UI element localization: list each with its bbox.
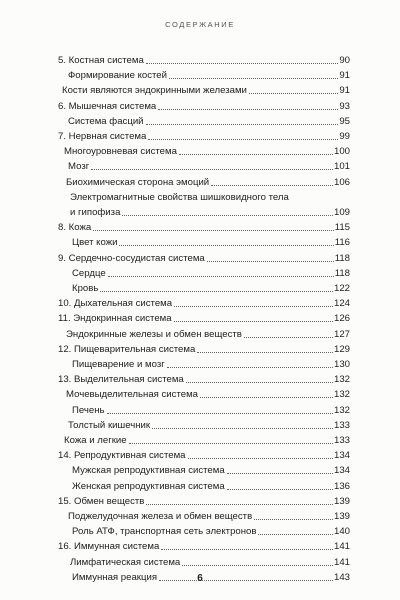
toc-section[interactable] [68,70,350,81]
toc-page-number: 139 [333,495,350,507]
toc-section[interactable] [72,526,350,537]
toc-page-number: 134 [333,450,350,462]
toc-entry-title: 13. Выделительная система [58,374,184,386]
toc-entry-title: Мочевыделительная система [66,389,199,401]
dot-leader [227,488,333,490]
dot-leader [254,518,333,520]
toc-page-number: 109 [333,207,350,218]
dot-leader [169,77,338,79]
dot-leader [182,564,333,566]
toc-page-number: 133 [333,435,350,446]
toc-section[interactable] [72,268,350,279]
toc-page-number: 127 [333,328,350,340]
toc-entry-title: Мозг [68,161,90,173]
dot-leader [174,320,333,322]
page-header: СОДЕРЖАНИЕ [165,20,235,29]
toc-section[interactable] [72,481,350,492]
toc-section[interactable] [70,557,350,568]
toc-chapter[interactable] [58,222,350,233]
toc-section[interactable] [72,283,350,294]
toc-section[interactable] [66,389,350,400]
toc-page-number: 95 [339,115,350,127]
dot-leader [146,503,333,505]
dot-leader [188,457,333,459]
toc-section[interactable] [66,177,350,188]
toc-chapter[interactable] [58,374,350,385]
toc-chapter[interactable] [58,541,350,552]
toc-entry-title: Роль АТФ, транспортная сеть электронов [72,526,257,538]
dot-leader [200,396,333,398]
dot-leader [122,214,333,216]
toc-entry-title: и гипофиза [70,207,121,218]
toc-entry-title: Толстый кишечник [68,419,151,431]
toc-entry-title: Кровь [72,283,99,294]
dot-leader [158,108,338,110]
toc-entry-title: Иммунная реакция [72,571,158,583]
toc-page-number: 134 [333,465,350,477]
toc-chapter[interactable] [58,496,350,507]
toc-chapter[interactable] [58,344,350,355]
toc-entry-title: Сердце [72,267,106,279]
toc-chapter[interactable] [58,450,350,461]
dot-leader [211,184,333,186]
toc-entry-title: Кожа и легкие [64,435,127,446]
dot-leader [129,442,333,444]
toc-page-number: 132 [333,389,350,401]
toc-section[interactable] [68,161,350,172]
dot-leader [207,260,334,262]
toc-chapter[interactable] [58,253,350,264]
dot-leader [186,381,333,383]
toc-page-number: 118 [334,267,350,279]
dot-leader [91,168,333,170]
toc-section[interactable] [64,435,350,446]
toc-page-number: 122 [333,283,350,294]
toc-section[interactable] [68,420,350,431]
toc-entry-title: Биохимическая сторона эмоций [66,176,210,188]
toc-page-number: 132 [333,404,350,416]
toc-page-number: 101 [333,161,350,173]
toc-entry-title: 9. Сердечно-сосудистая система [58,252,205,264]
toc-chapter[interactable] [58,101,350,112]
toc-page-number: 136 [333,480,350,492]
toc-entry-title: Мужская репродуктивная система [72,465,225,477]
dot-leader [100,290,333,292]
toc-page-number: 116 [334,237,350,249]
toc-entry-title: Эндокринные железы и обмен веществ [66,328,242,340]
dot-leader [244,336,333,338]
toc-page-number: 132 [333,374,350,386]
toc-entry-title: 12. Пищеварительная система [58,343,196,355]
dot-leader [249,92,338,94]
toc-page-number: 100 [333,146,350,158]
toc-chapter[interactable] [58,55,350,66]
toc-entry-title: 5. Костная система [58,55,144,66]
toc-entry-title: 15. Обмен веществ [58,495,145,507]
toc-entry-title: 7. Нервная система [58,131,147,142]
toc-entry-title: Цвет кожи [72,237,118,249]
dot-leader [108,275,334,277]
dot-leader [148,138,338,140]
toc-entry-title-line: Электромагнитные свойства шишковидного тела [70,191,289,203]
toc-entry-title: 10. Дыхательная система [58,298,173,310]
toc-page-number: 141 [333,556,350,568]
dot-leader [227,472,333,474]
toc-page-number: 91 [339,85,350,97]
toc-entry-title: 8. Кожа [58,222,92,234]
toc-page-number: 143 [333,571,350,583]
dot-leader [146,62,339,64]
toc-page-number: 90 [339,55,350,66]
toc-entry-title: 6. Мышечная система [58,100,157,112]
toc-section[interactable] [66,329,350,340]
dot-leader [179,153,333,155]
toc-page-number: 129 [333,343,350,355]
dot-leader [197,351,333,353]
toc-page-number: 115 [334,222,350,234]
toc-chapter[interactable] [58,131,350,142]
toc-page-number: 130 [333,359,350,370]
dot-leader [107,412,333,414]
toc-entry-title: 14. Репродуктивная система [58,450,186,462]
page-number: 6 [197,573,203,584]
toc-page-number: 133 [333,419,350,431]
toc-chapter[interactable] [58,313,350,324]
toc-section[interactable] [68,511,350,522]
toc-entry-title: Система фасций [68,115,144,127]
toc-entry-title: 16. Иммунная система [58,541,160,553]
dot-leader [119,244,333,246]
dot-leader [258,533,333,535]
dot-leader [93,229,333,231]
dot-leader [167,366,333,368]
toc-chapter[interactable] [58,298,350,309]
toc-section[interactable] [64,146,350,157]
toc-page-number: 99 [339,131,350,142]
dot-leader [161,548,333,550]
toc-entry-title: 11. Эндокринная система [58,313,172,325]
toc-section[interactable] [68,116,350,127]
toc-entry-title: Пищеварение и мозг [72,359,165,370]
toc-section[interactable] [72,405,350,416]
toc-page-number: 140 [333,526,350,538]
toc-section[interactable] [72,465,350,476]
toc-entry-title: Поджелудочная железа и обмен веществ [68,511,253,522]
dot-leader [152,427,333,429]
toc-page-number: 106 [333,176,350,188]
toc-section[interactable] [62,85,350,96]
dot-leader [146,123,339,125]
toc-section[interactable] [70,207,350,218]
toc-section[interactable] [72,237,350,248]
dot-leader [174,305,333,307]
toc-entry-title: Формирование костей [68,70,167,82]
toc-entry-title: Лимфатическая система [70,556,181,568]
toc-page-number: 91 [339,70,350,82]
toc-entry-title: Многоуровневая система [64,146,177,158]
toc-entry-title: Женская репродуктивная система [72,480,225,492]
toc-page-number: 126 [333,313,350,325]
toc-entry-title: Печень [72,404,105,416]
toc-page-number: 141 [333,541,350,553]
toc-page-number: 139 [333,511,350,522]
toc-page-number: 124 [333,298,350,310]
toc-section[interactable] [72,359,350,370]
toc-page-number: 118 [334,252,350,264]
toc-entry-title: Кости являются эндокринными железами [62,85,247,97]
toc-page-number: 93 [339,100,350,112]
